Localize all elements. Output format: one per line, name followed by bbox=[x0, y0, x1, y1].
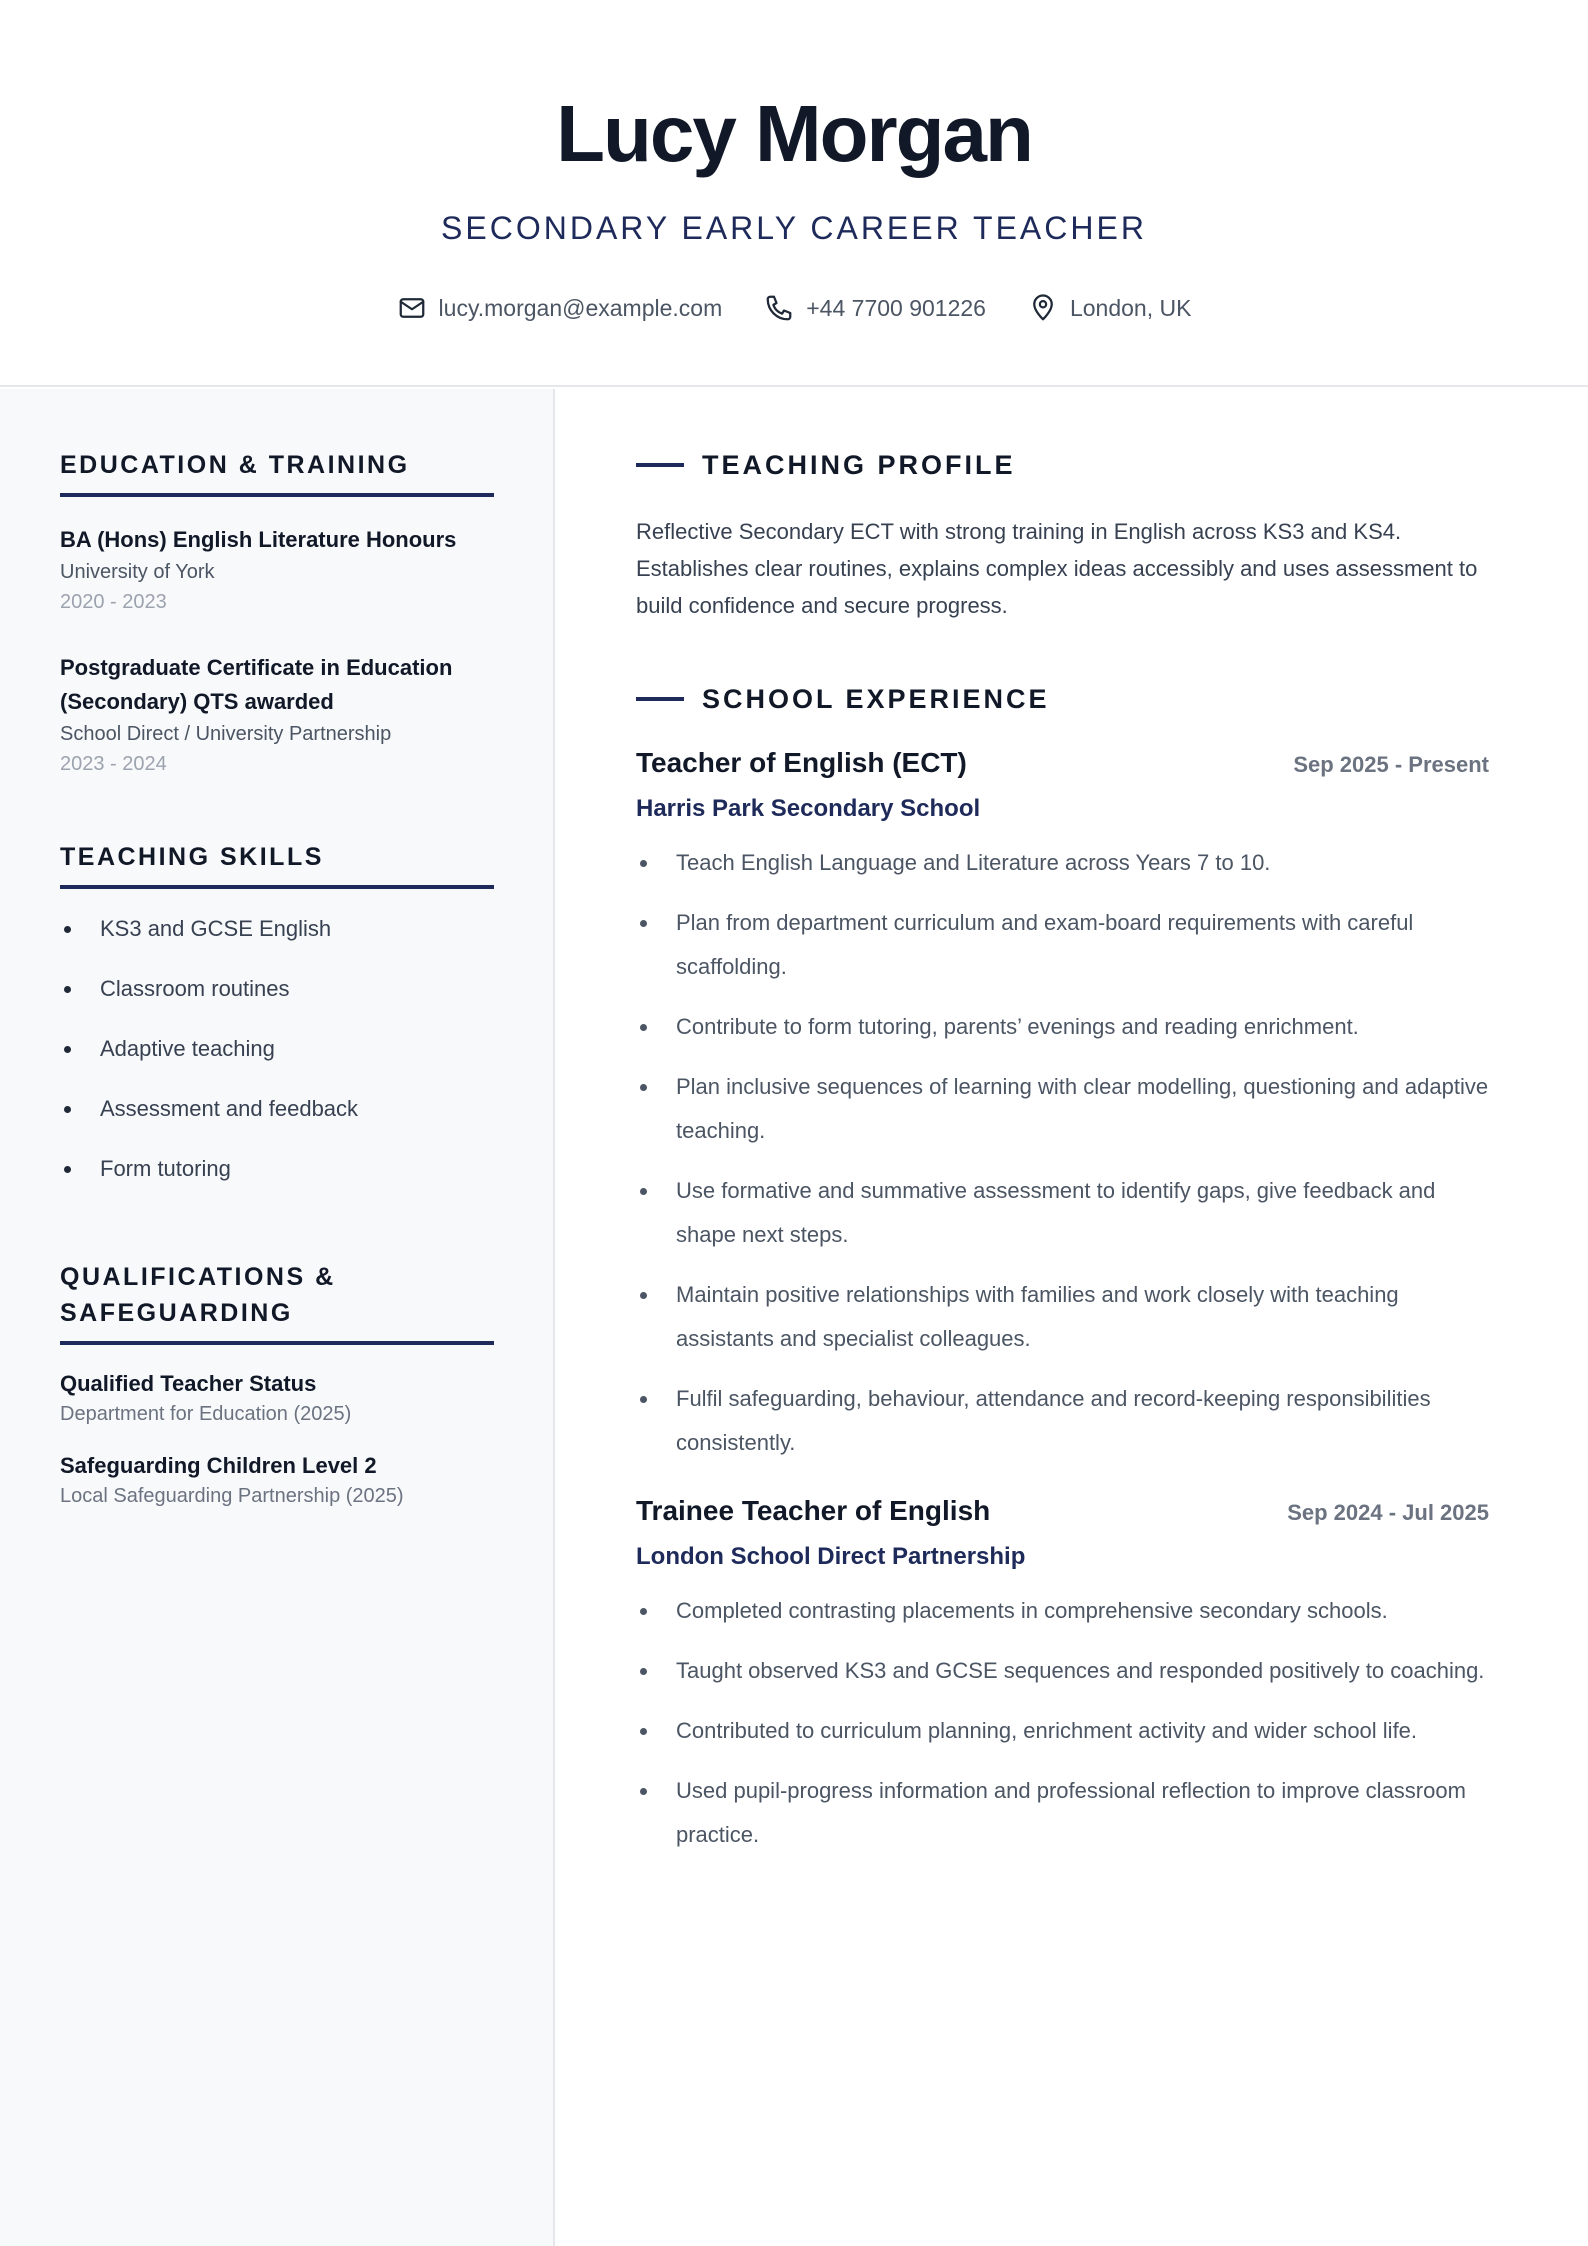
job-entry bbox=[636, 743, 1489, 1465]
mail-icon bbox=[397, 293, 427, 323]
job-title: Teacher of English (ECT) bbox=[636, 747, 967, 778]
education-section bbox=[60, 447, 494, 779]
qualification-item bbox=[60, 1369, 494, 1429]
skill-item: Assessment and feedback bbox=[60, 1091, 494, 1127]
section-accent-bar bbox=[636, 463, 684, 467]
education-school: School Direct / University Partnership bbox=[60, 723, 392, 745]
experience-section bbox=[636, 681, 1489, 1873]
job-bullet: Completed contrasting placements in comprehensive secondary schools. bbox=[636, 1589, 1489, 1633]
experience-title: SCHOOL EXPERIENCE bbox=[702, 684, 1050, 714]
skill-item: Adaptive teaching bbox=[60, 1031, 494, 1067]
job-bullet: Fulfil safeguarding, behaviour, attendance and record-keeping responsibilities consistently. bbox=[636, 1377, 1489, 1465]
contact-phone-text: +44 7700 901226 bbox=[806, 295, 986, 321]
candidate-role: SECONDARY EARLY CAREER TEACHER bbox=[441, 210, 1147, 246]
job-dates: Sep 2025 - Present bbox=[1293, 752, 1489, 777]
qualifications-section bbox=[60, 1259, 494, 1511]
job-bullet: Contributed to curriculum planning, enrichment activity and wider school life. bbox=[636, 1709, 1489, 1753]
education-years: 2023 - 2024 bbox=[60, 753, 167, 775]
phone-icon bbox=[764, 293, 794, 323]
job-header bbox=[636, 743, 1489, 785]
experience-title-row bbox=[636, 681, 1489, 717]
job-header bbox=[636, 1491, 1489, 1533]
profile-title-row bbox=[636, 447, 1489, 483]
skills-title: TEACHING SKILLS bbox=[60, 839, 494, 889]
job-bullet: Used pupil-progress information and professional reflection to improve classroom practice. bbox=[636, 1769, 1489, 1857]
education-item bbox=[60, 523, 494, 617]
section-accent-bar bbox=[636, 697, 684, 701]
qualifications-title: QUALIFICATIONS & SAFEGUARDING bbox=[60, 1259, 494, 1345]
education-item bbox=[60, 651, 494, 779]
job-bullet: Teach English Language and Literature across Years 7 to 10. bbox=[636, 841, 1489, 885]
profile-section bbox=[636, 447, 1489, 624]
education-years: 2020 - 2023 bbox=[60, 591, 167, 613]
location-pin-icon bbox=[1028, 293, 1058, 323]
profile-title: TEACHING PROFILE bbox=[702, 450, 1016, 480]
job-organisation: Harris Park Secondary School bbox=[636, 795, 981, 822]
education-title: EDUCATION & TRAINING bbox=[60, 447, 494, 497]
job-bullet: Contribute to form tutoring, parents’ evenings and reading enrichment. bbox=[636, 1005, 1489, 1049]
skill-item: Form tutoring bbox=[60, 1151, 494, 1187]
qualification-body: Department for Education (2025) bbox=[60, 1403, 352, 1425]
skills-list bbox=[60, 911, 494, 1187]
qualification-name: Qualified Teacher Status bbox=[60, 1371, 317, 1396]
job-organisation: London School Direct Partnership bbox=[636, 1543, 1026, 1570]
contact-location bbox=[1028, 292, 1191, 324]
education-school: University of York bbox=[60, 561, 215, 583]
qualification-item bbox=[60, 1451, 494, 1511]
main-content bbox=[557, 389, 1588, 2246]
education-degree: Postgraduate Certificate in Education (Secondary) QTS awarded bbox=[60, 655, 453, 714]
candidate-name: Lucy Morgan bbox=[556, 89, 1032, 178]
contact-email-text: lucy.morgan@example.com bbox=[438, 295, 723, 321]
resume-header bbox=[0, 0, 1588, 387]
contact-row bbox=[0, 292, 1588, 324]
job-title: Trainee Teacher of English bbox=[636, 1495, 991, 1526]
job-bullets bbox=[636, 1589, 1489, 1857]
job-bullet: Plan inclusive sequences of learning with clear modelling, questioning and adaptive teaching. bbox=[636, 1065, 1489, 1153]
skill-item: KS3 and GCSE English bbox=[60, 911, 494, 947]
job-entry bbox=[636, 1491, 1489, 1857]
profile-text: Reflective Secondary ECT with strong training in English across KS3 and KS4. Establishes clear routines, explains complex ideas accessibly and uses assessment to build confidence and secure progress. bbox=[636, 519, 1478, 618]
skills-section bbox=[60, 839, 494, 1211]
qualification-name: Safeguarding Children Level 2 bbox=[60, 1453, 377, 1478]
qualification-body: Local Safeguarding Partnership (2025) bbox=[60, 1485, 404, 1507]
job-bullet: Plan from department curriculum and exam-board requirements with careful scaffolding. bbox=[636, 901, 1489, 989]
contact-email[interactable] bbox=[397, 292, 723, 324]
job-bullet: Taught observed KS3 and GCSE sequences and responded positively to coaching. bbox=[636, 1649, 1489, 1693]
education-degree: BA (Hons) English Literature Honours bbox=[60, 527, 457, 552]
sidebar bbox=[0, 389, 555, 2246]
job-bullets bbox=[636, 841, 1489, 1465]
job-bullet: Use formative and summative assessment to identify gaps, give feedback and shape next steps. bbox=[636, 1169, 1489, 1257]
skill-item: Classroom routines bbox=[60, 971, 494, 1007]
contact-location-text: London, UK bbox=[1069, 295, 1192, 321]
job-bullet: Maintain positive relationships with families and work closely with teaching assistants and specialist colleagues. bbox=[636, 1273, 1489, 1361]
job-dates: Sep 2024 - Jul 2025 bbox=[1287, 1500, 1489, 1525]
contact-phone[interactable] bbox=[764, 292, 986, 324]
